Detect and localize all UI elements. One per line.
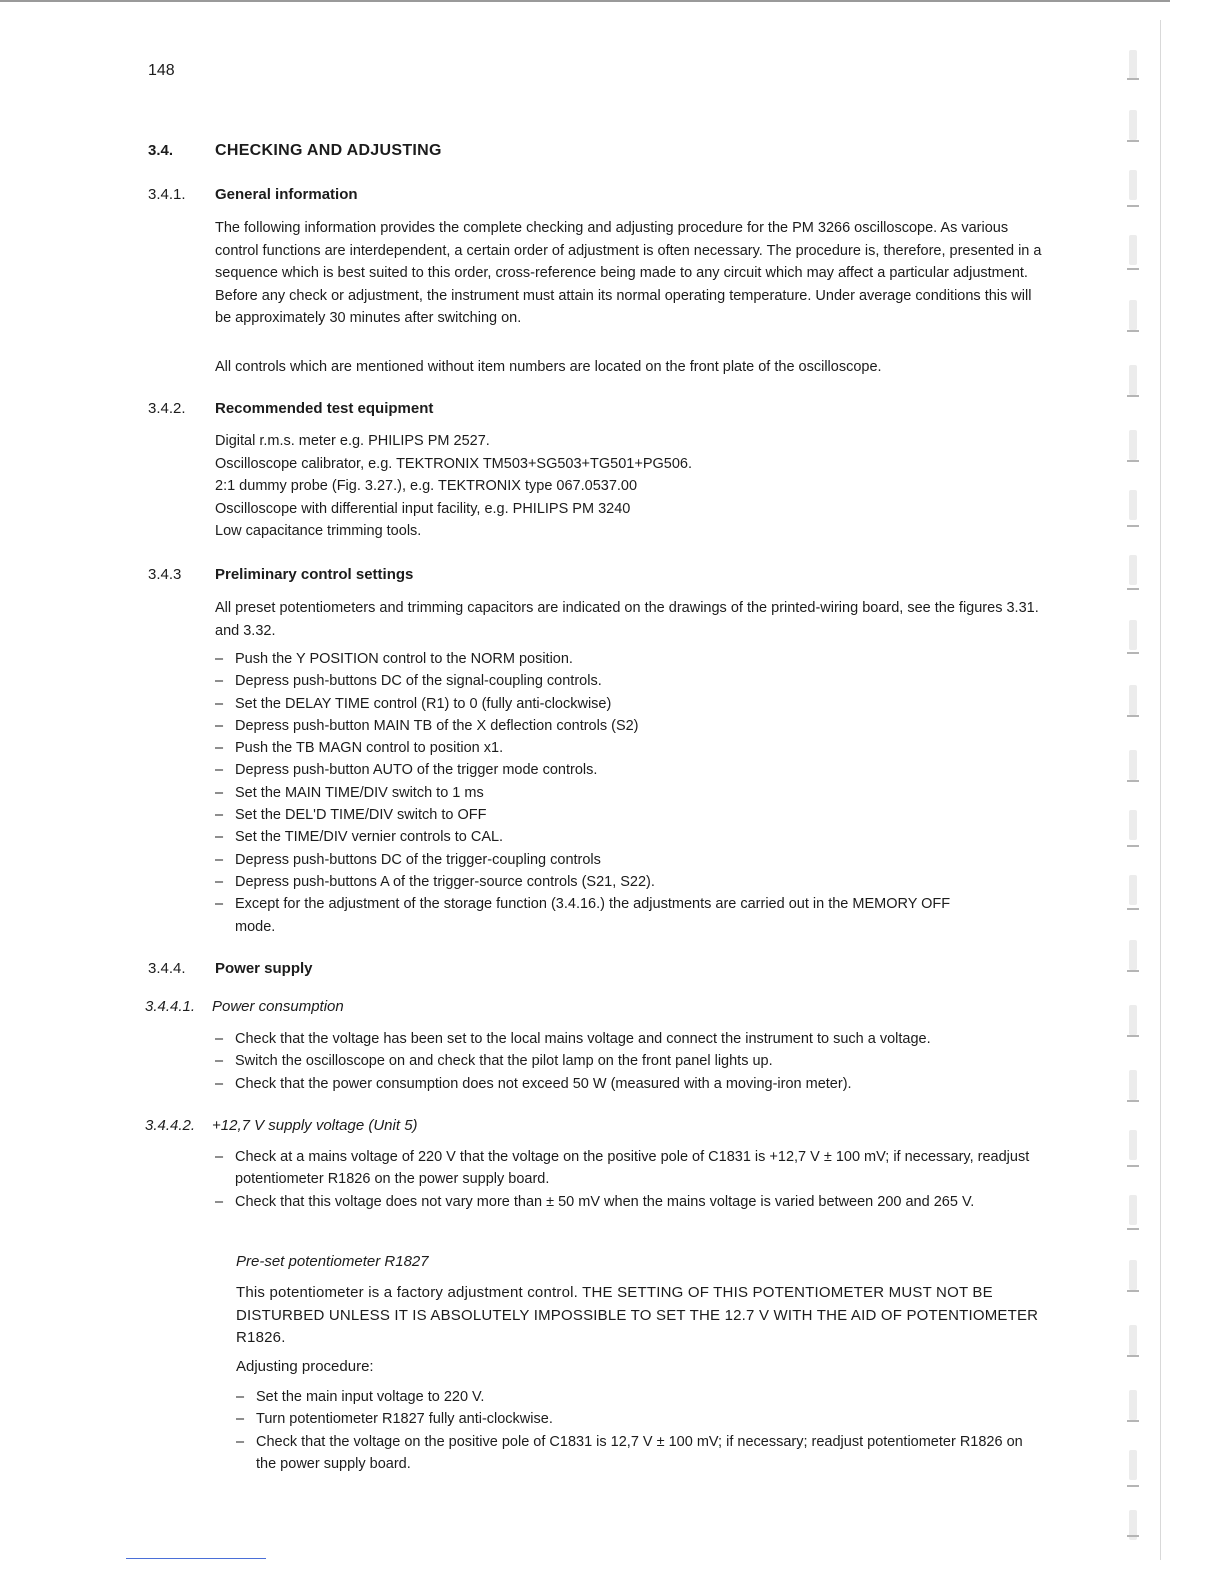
equipment-list <box>215 430 1045 543</box>
equipment-title: Recommended test equipment <box>215 400 434 417</box>
list-item: – Depress push-button AUTO of the trigger mode controls. <box>215 759 1055 781</box>
supply-title: +12,7 V supply voltage (Unit 5) <box>212 1117 418 1134</box>
list-item: – Depress push-buttons DC of the signal-coupling controls. <box>215 670 1055 692</box>
consumption-title: Power consumption <box>212 998 344 1015</box>
list-item: – Depress push-buttons A of the trigger-source controls (S21, S22). <box>215 871 1055 893</box>
equipment-item: Oscilloscope with differential input facility, e.g. PHILIPS PM 3240 <box>215 500 631 517</box>
list-item: – Switch the oscilloscope on and check that the pilot lamp on the front panel lights up. <box>215 1050 1055 1072</box>
list-item: – Set the DEL'D TIME/DIV switch to OFF <box>215 804 1055 826</box>
page-edge <box>1160 20 1161 1560</box>
list-item: – Push the TB MAGN control to position x1. <box>215 737 1055 759</box>
preliminary-number: 3.4.3 <box>148 566 182 583</box>
consumption-list <box>215 1028 1055 1095</box>
list-item: – Set the DELAY TIME control (R1) to 0 (fully anti-clockwise) <box>215 693 1055 715</box>
list-item: – Check that this voltage does not vary more than ± 50 mV when the mains voltage is varied between 200 and 265 V. <box>215 1191 1035 1213</box>
supply-list <box>215 1146 1035 1213</box>
general-title: General information <box>215 186 358 203</box>
consumption-number: 3.4.4.1. <box>145 998 196 1015</box>
list-item: – Set the TIME/DIV vernier controls to CAL. <box>215 826 1055 848</box>
procedure-label: Adjusting procedure: <box>236 1358 374 1375</box>
preliminary-title: Preliminary control settings <box>215 566 414 583</box>
page-number: 148 <box>148 62 175 79</box>
list-item: – Check that the voltage on the positive pole of C1831 is 12,7 V ± 100 mV; if necessary; readjust potentiometer R1826 on the power supply board. <box>236 1431 1046 1476</box>
list-item: – Check at a mains voltage of 220 V that the voltage on the positive pole of C1831 is +12,7 V ± 100 mV; if necessary, readjust potentiometer R1826 on the power supply board. <box>215 1146 1035 1191</box>
power-number: 3.4.4. <box>148 960 186 977</box>
footer-rule <box>126 1558 266 1559</box>
list-item: – Depress push-button MAIN TB of the X deflection controls (S2) <box>215 715 1055 737</box>
section-title: CHECKING AND ADJUSTING <box>215 142 442 159</box>
section-number: 3.4. <box>148 142 174 159</box>
list-item: – Push the Y POSITION control to the NORM position. <box>215 648 1055 670</box>
equipment-number: 3.4.2. <box>148 400 186 417</box>
list-item: – Turn potentiometer R1827 fully anti-clockwise. <box>236 1408 1046 1430</box>
list-item: – Check that the power consumption does not exceed 50 W (measured with a moving-iron meter). <box>215 1073 1055 1095</box>
preliminary-settings-list <box>215 648 1055 938</box>
equipment-item: Digital r.m.s. meter e.g. PHILIPS PM 2527. <box>215 433 490 449</box>
equipment-item: Low capacitance trimming tools. <box>215 523 422 539</box>
general-paragraph-1: The following information provides the complete checking and adjusting procedure for the PM 3266 oscilloscope. As various control functions are interdependent, a certain order of adjustment is often necessary. The procedure is, therefore, presented in a sequence which is best suited to this order, cross-reference being made to any circuit which may affect a particular adjustment. <box>215 220 1042 281</box>
general-paragraph-3: All controls which are mentioned without item numbers are located on the front plate of the oscilloscope. <box>215 359 882 375</box>
list-item: – Check that the voltage has been set to the local mains voltage and connect the instrument to such a voltage. <box>215 1028 1055 1050</box>
general-paragraph-2: Before any check or adjustment, the instrument must attain its normal operating temperature. Under average conditions this will be approximately 30 minutes after switching on. <box>215 287 1032 326</box>
equipment-item: Oscilloscope calibrator, e.g. TEKTRONIX TM503+SG503+TG501+PG506. <box>215 455 692 472</box>
list-item: – Set the main input voltage to 220 V. <box>236 1386 1046 1408</box>
list-item: – Set the MAIN TIME/DIV switch to 1 ms <box>215 782 1055 804</box>
top-rule <box>0 0 1170 6</box>
list-item: – Except for the adjustment of the storage function (3.4.16.) the adjustments are carried out in the MEMORY OFF mode. <box>215 893 1055 938</box>
general-number: 3.4.1. <box>148 186 186 203</box>
preset-title: Pre-set potentiometer R1827 <box>236 1253 429 1270</box>
list-item: – Depress push-buttons DC of the trigger-coupling controls <box>215 849 1055 871</box>
procedure-list <box>236 1386 1046 1475</box>
preset-note: This potentiometer is a factory adjustment control. THE SETTING OF THIS POTENTIOMETER MUST NOT BE DISTURBED UNLESS IT IS ABSOLUTELY IMPOSSIBLE TO SET THE 12.7 V WITH THE AID OF POTENTIOMETER R1826. <box>236 1284 1039 1346</box>
power-title: Power supply <box>215 960 313 977</box>
scan-margin-marks <box>1125 40 1155 1550</box>
preliminary-intro: All preset potentiometers and trimming capacitors are indicated on the drawings of the printed-wiring board, see the figures 3.31. and 3.32. <box>215 600 1039 639</box>
supply-number: 3.4.4.2. <box>145 1117 196 1134</box>
equipment-item: 2:1 dummy probe (Fig. 3.27.), e.g. TEKTRONIX type 067.0537.00 <box>215 478 638 494</box>
general-text <box>215 217 1045 330</box>
